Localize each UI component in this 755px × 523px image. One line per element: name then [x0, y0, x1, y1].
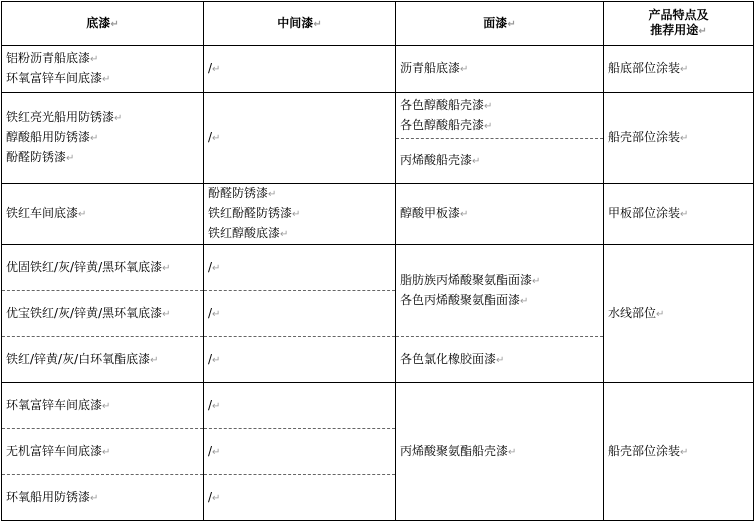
- usage-cell: 水线部位↵: [604, 245, 754, 383]
- intermediate-cell: /↵: [204, 337, 396, 383]
- intermediate-cell: 酚醛防锈漆↵ 铁红酚醛防锈漆↵ 铁红醇酸底漆↵: [204, 184, 396, 245]
- usage-cell: 船壳部位涂装↵: [604, 93, 754, 184]
- topcoat-cell: 丙烯酸船壳漆↵: [396, 139, 604, 184]
- header-primer: 底漆↵: [2, 2, 204, 46]
- topcoat-cell: 各色醇酸船壳漆↵ 各色醇酸船壳漆↵: [396, 93, 604, 139]
- topcoat-cell: 脂肪族丙烯酸聚氨酯面漆↵ 各色丙烯酸聚氨酯面漆↵: [396, 245, 604, 337]
- primer-cell: 铝粉沥青船底漆↵ 环氧富锌车间底漆↵: [2, 46, 204, 93]
- primer-cell: 优宝铁红/灰/锌黄/黑环氧底漆↵: [2, 291, 204, 337]
- paint-spec-table: [1, 1, 754, 521]
- topcoat-cell: 丙烯酸聚氨酯船壳漆↵: [396, 383, 604, 521]
- topcoat-cell: 醇酸甲板漆↵: [396, 184, 604, 245]
- primer-cell: 环氧船用防锈漆↵: [2, 475, 204, 521]
- intermediate-cell: /↵: [204, 475, 396, 521]
- primer-cell: 铁红/锌黄/灰/白环氧酯底漆↵: [2, 337, 204, 383]
- primer-cell: 铁红亮光船用防锈漆↵ 醇酸船用防锈漆↵ 酚醛防锈漆↵: [2, 93, 204, 184]
- table-row: [2, 184, 754, 245]
- topcoat-cell: 各色氯化橡胶面漆↵: [396, 337, 604, 383]
- table-row: [2, 93, 754, 139]
- intermediate-cell: /↵: [204, 429, 396, 475]
- primer-cell: 无机富锌车间底漆↵: [2, 429, 204, 475]
- intermediate-cell: /↵: [204, 46, 396, 93]
- primer-cell: 铁红车间底漆↵: [2, 184, 204, 245]
- table-row: [2, 383, 754, 429]
- usage-cell: 船底部位涂装↵: [604, 46, 754, 93]
- intermediate-cell: /↵: [204, 291, 396, 337]
- header-row: [2, 2, 754, 46]
- usage-cell: 甲板部位涂装↵: [604, 184, 754, 245]
- header-intermediate: 中间漆↵: [204, 2, 396, 46]
- table-row: [2, 245, 754, 291]
- intermediate-cell: /↵: [204, 93, 396, 184]
- primer-cell: 环氧富锌车间底漆↵: [2, 383, 204, 429]
- topcoat-cell: 沥青船底漆↵: [396, 46, 604, 93]
- header-features: 产品特点及 推荐用途↵: [604, 2, 754, 46]
- header-topcoat: 面漆↵: [396, 2, 604, 46]
- intermediate-cell: /↵: [204, 245, 396, 291]
- usage-cell: 船壳部位涂装↵: [604, 383, 754, 521]
- primer-cell: 优固铁红/灰/锌黄/黑环氧底漆↵: [2, 245, 204, 291]
- intermediate-cell: /↵: [204, 383, 396, 429]
- table-row: [2, 46, 754, 93]
